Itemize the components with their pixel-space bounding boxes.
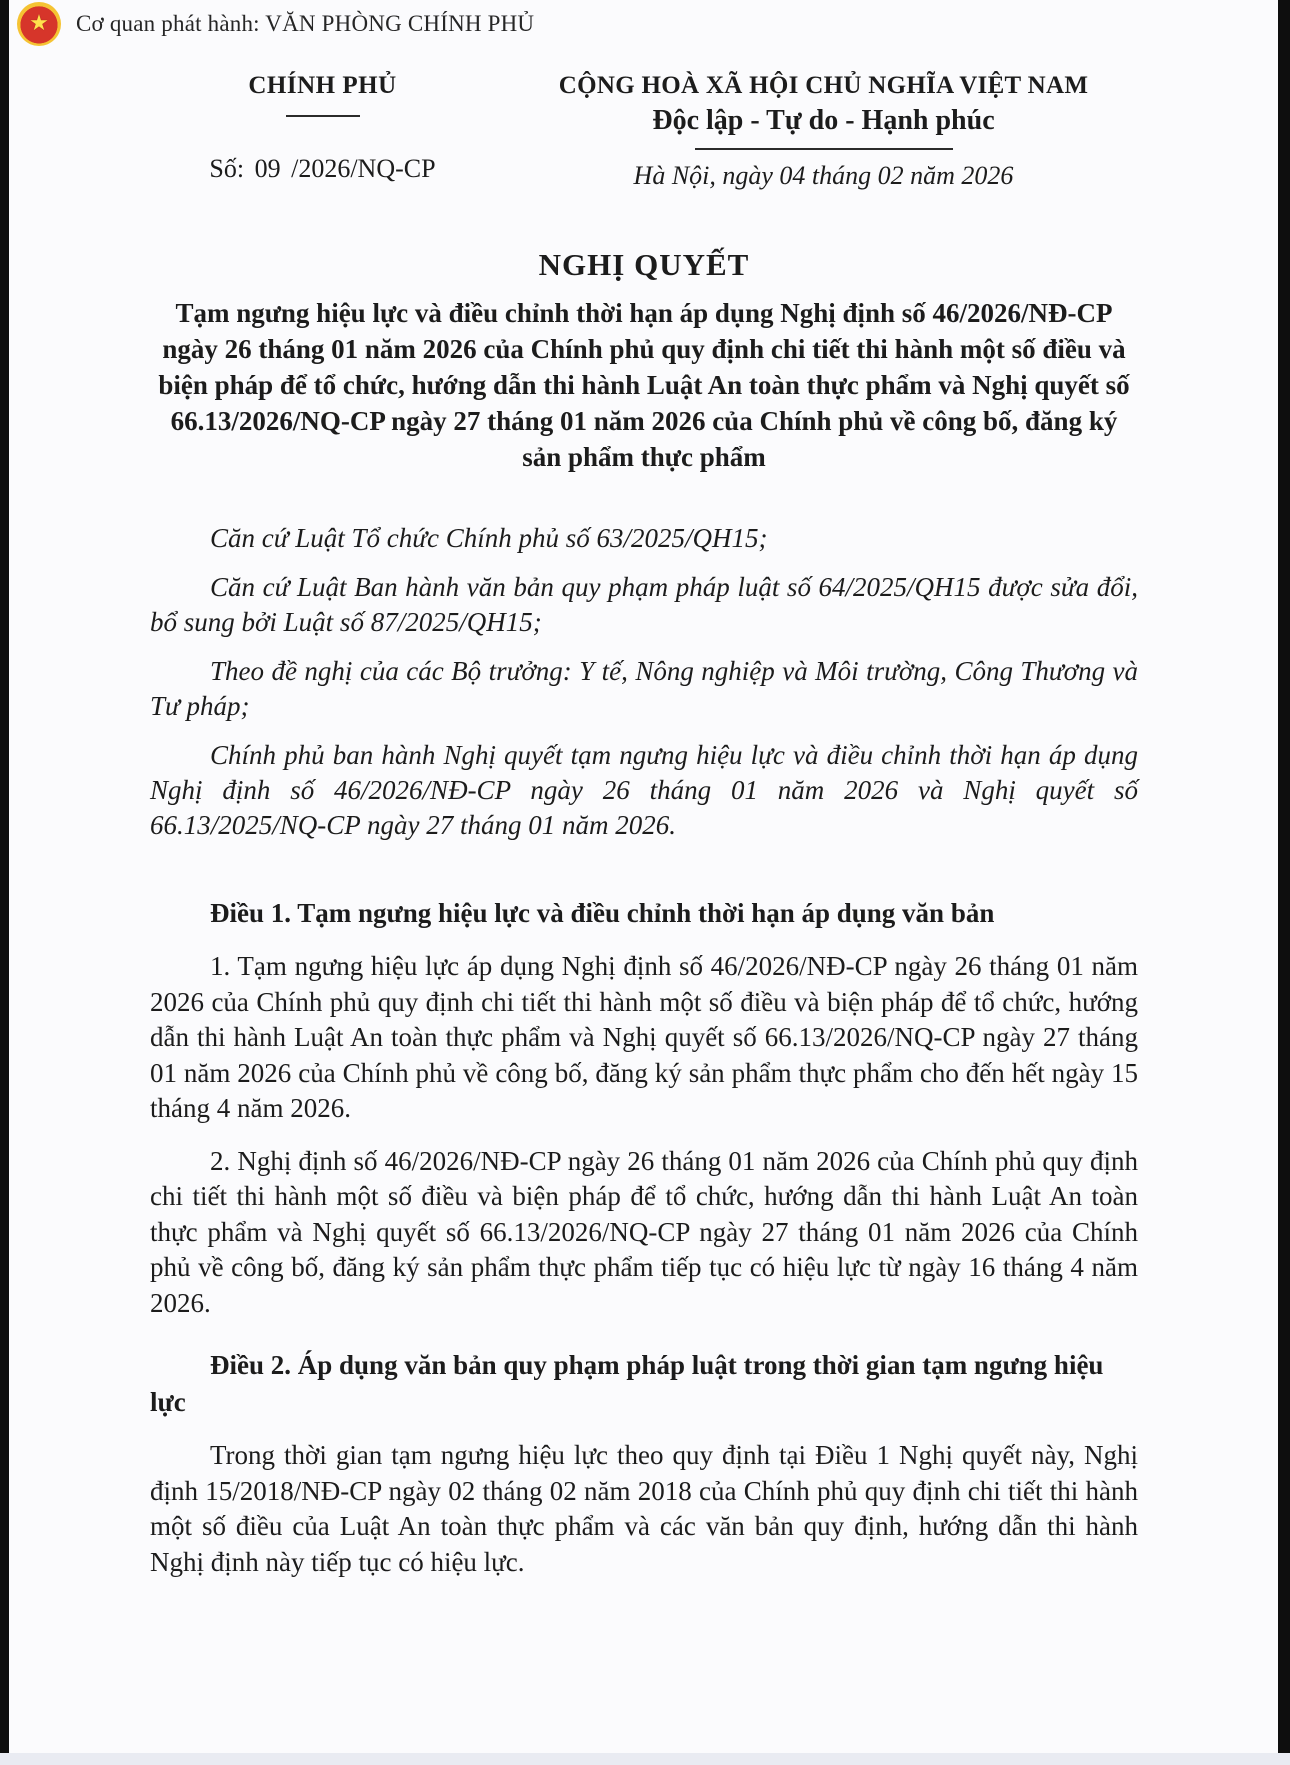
motto-divider [695, 148, 953, 150]
article-1-heading: Điều 1. Tạm ngưng hiệu lực và điều chỉnh thời hạn áp dụng văn bản [210, 898, 995, 928]
preamble-section [150, 521, 1138, 843]
articles-section [150, 895, 1138, 1580]
org-divider [286, 115, 360, 117]
issuer-meta-bar [17, 2, 534, 46]
vietnam-national-emblem-icon [17, 2, 61, 46]
article-2-heading: Điều 2. Áp dụng văn bản quy phạm pháp luật trong thời gian tạm ngưng hiệu lực [150, 1350, 1104, 1417]
national-motto-line2: Độc lập - Tự do - Hạnh phúc [652, 105, 995, 136]
place-and-date: Hà Nội, ngày 04 tháng 02 năm 2026 [633, 161, 1014, 190]
preamble-clause: Theo đề nghị của các Bộ trưởng: Y tế, Nông nghiệp và Môi trường, Công Thương và Tư pháp; [150, 656, 1138, 721]
preamble-clause: Chính phủ ban hành Nghị quyết tạm ngưng hiệu lực và điều chỉnh thời hạn áp dụng Nghị định số 46/2026/NĐ-CP ngày 26 tháng 01 năm 2026 và Nghị quyết số 66.13/2025/NQ-CP ngày 27 tháng 01 năm 2026. [150, 740, 1138, 840]
header-org-column [150, 72, 495, 191]
article-1-paragraph-1: 1. Tạm ngưng hiệu lực áp dụng Nghị định số 46/2026/NĐ-CP ngày 26 tháng 01 năm 2026 của Chính phủ quy định chi tiết thi hành một số điều và biện pháp để tổ chức, hướng dẫn thi hành Luật An toàn thực phẩm và Nghị quyết số 66.13/2026/NQ-CP ngày 27 tháng 01 năm 2026 của Chính phủ về công bố, đăng ký sản phẩm thực phẩm cho đến hết ngày 15 tháng 4 năm 2026. [150, 951, 1138, 1123]
document-subject: Tạm ngưng hiệu lực và điều chỉnh thời hạn áp dụng Nghị định số 46/2026/NĐ-CP ngày 26 tháng 01 năm 2026 của Chính phủ quy định chi tiết thi hành một số điều và biện pháp để tổ chức, hướng dẫn thi hành Luật An toàn thực phẩm và Nghị quyết số 66.13/2026/NQ-CP ngày 27 tháng 01 năm 2026 của Chính phủ về công bố, đăng ký sản phẩm thực phẩm [158, 298, 1130, 472]
header-motto-column [495, 72, 1138, 191]
page-bottom-edge [0, 1753, 1290, 1765]
national-motto-line1: CỘNG HOÀ XÃ HỘI CHỦ NGHĨA VIỆT NAM [558, 72, 1089, 99]
star-icon: ★ [29, 11, 49, 36]
document-header [150, 72, 1138, 191]
article-1-paragraph-2: 2. Nghị định số 46/2026/NĐ-CP ngày 26 tháng 01 năm 2026 của Chính phủ quy định chi tiết thi hành một số điều và biện pháp để tổ chức, hướng dẫn thi hành Luật An toàn thực phẩm và Nghị quyết số 66.13/2026/NQ-CP ngày 27 tháng 01 năm 2026 của Chính phủ về công bố, đăng ký sản phẩm thực phẩm tiếp tục có hiệu lực từ ngày 16 tháng 4 năm 2026. [150, 1145, 1138, 1318]
preamble-clause: Căn cứ Luật Ban hành văn bản quy phạm pháp luật số 64/2025/QH15 được sửa đổi, bổ sung bởi Luật số 87/2025/QH15; [150, 572, 1138, 637]
title-block [150, 247, 1138, 475]
document-type-title: NGHỊ QUYẾT [538, 247, 750, 282]
issuer-label: Cơ quan phát hành: VĂN PHÒNG CHÍNH PHỦ [76, 11, 535, 36]
document-body [9, 0, 1278, 1580]
org-name: CHÍNH PHỦ [248, 72, 397, 99]
doc-number: Số: 09 /2026/NQ-CP [209, 154, 436, 183]
preamble-clause: Căn cứ Luật Tổ chức Chính phủ số 63/2025/QH15; [210, 523, 768, 553]
article-2-paragraph-1: Trong thời gian tạm ngưng hiệu lực theo quy định tại Điều 1 Nghị quyết này, Nghị định 15/2018/NĐ-CP ngày 02 tháng 02 năm 2018 của Chính phủ quy định chi tiết thi hành một số điều của Luật An toàn thực phẩm và các văn bản quy định, hướng dẫn thi hành Nghị định này tiếp tục có hiệu lực. [150, 1440, 1138, 1577]
document-page [9, 0, 1278, 1753]
